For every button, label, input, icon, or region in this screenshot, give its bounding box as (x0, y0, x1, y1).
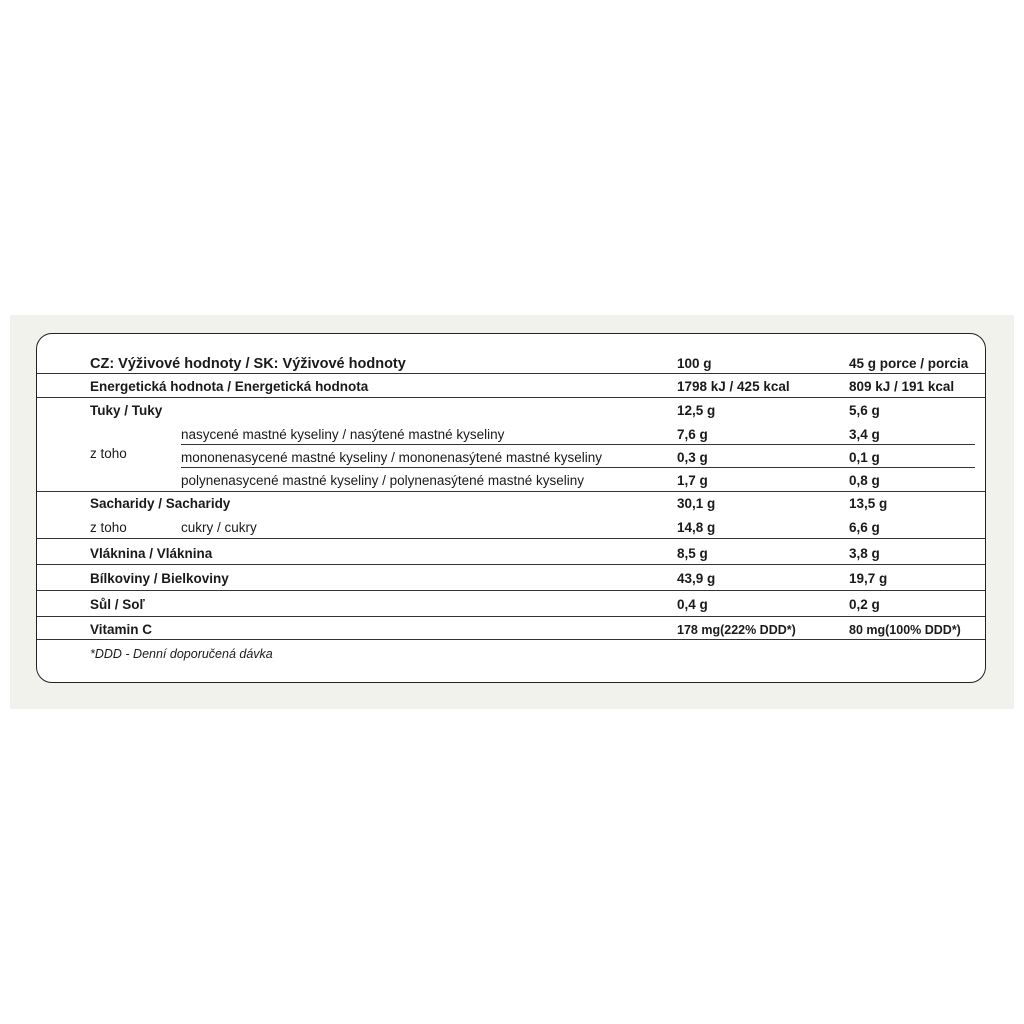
divider (37, 373, 985, 374)
of-which-label-fat: z toho (90, 446, 127, 461)
polyunsaturated-fat-portion: 0,8 g (849, 473, 880, 488)
sugars-100g: 14,8 g (677, 520, 716, 535)
divider (37, 590, 985, 591)
energy-label: Energetická hodnota / Energetická hodnota (90, 379, 369, 394)
vitamin-c-label: Vitamin C (90, 622, 153, 637)
saturated-fat-row (37, 424, 985, 446)
divider (37, 616, 985, 617)
nutrition-table (36, 333, 986, 683)
protein-portion: 19,7 g (849, 571, 888, 586)
divider (37, 397, 985, 398)
energy-row (37, 376, 985, 398)
table-header-row (37, 353, 985, 375)
salt-portion: 0,2 g (849, 597, 880, 612)
divider (37, 538, 985, 539)
energy-100g: 1798 kJ / 425 kcal (677, 379, 790, 394)
salt-label: Sůl / Soľ (90, 597, 145, 612)
monounsaturated-fat-label: mononenasycené mastné kyseliny / mononenasýtené mastné kyseliny (181, 450, 602, 465)
protein-label: Bílkoviny / Bielkoviny (90, 571, 229, 586)
column-header-100g: 100 g (677, 356, 712, 371)
fiber-portion: 3,8 g (849, 546, 880, 561)
carbs-100g: 30,1 g (677, 496, 716, 511)
sub-divider (181, 467, 975, 468)
divider (37, 491, 985, 492)
salt-100g: 0,4 g (677, 597, 708, 612)
table-title: CZ: Výživové hodnoty / SK: Výživové hodnoty (90, 356, 406, 372)
polyunsaturated-fat-label: polynenasycené mastné kyseliny / polynenasýtené mastné kyseliny (181, 473, 584, 488)
saturated-fat-portion: 3,4 g (849, 427, 880, 442)
protein-100g: 43,9 g (677, 571, 716, 586)
column-header-portion: 45 g porce / porcia (849, 356, 969, 371)
fiber-100g: 8,5 g (677, 546, 708, 561)
energy-portion: 809 kJ / 191 kcal (849, 379, 955, 394)
monounsaturated-fat-100g: 0,3 g (677, 450, 708, 465)
saturated-fat-100g: 7,6 g (677, 427, 708, 442)
vitamin-c-portion: 80 mg(100% DDD*) (849, 623, 961, 637)
monounsaturated-fat-row (37, 447, 985, 469)
fat-100g: 12,5 g (677, 403, 716, 418)
vitamin-c-100g: 178 mg(222% DDD*) (677, 623, 796, 637)
protein-row (37, 568, 985, 590)
fat-row (37, 400, 985, 422)
sugars-row (37, 517, 985, 539)
fat-label: Tuky / Tuky (90, 403, 163, 418)
divider (37, 639, 985, 640)
polyunsaturated-fat-100g: 1,7 g (677, 473, 708, 488)
sugars-portion: 6,6 g (849, 520, 880, 535)
fiber-row (37, 543, 985, 565)
monounsaturated-fat-portion: 0,1 g (849, 450, 880, 465)
saturated-fat-label: nasycené mastné kyseliny / nasýtené mastné kyseliny (181, 427, 505, 442)
footnote: *DDD - Denní doporučená dávka (90, 647, 273, 661)
of-which-label-carbs: z toho (90, 520, 127, 535)
carbs-label: Sacharidy / Sacharidy (90, 496, 231, 511)
carbs-portion: 13,5 g (849, 496, 888, 511)
polyunsaturated-fat-row (37, 470, 985, 492)
fiber-label: Vláknina / Vláknina (90, 546, 213, 561)
divider (37, 564, 985, 565)
carbs-row (37, 493, 985, 515)
vitamin-c-row (37, 619, 985, 641)
sugars-label: cukry / cukry (181, 520, 257, 535)
salt-row (37, 594, 985, 616)
sub-divider (181, 444, 975, 445)
fat-portion: 5,6 g (849, 403, 880, 418)
